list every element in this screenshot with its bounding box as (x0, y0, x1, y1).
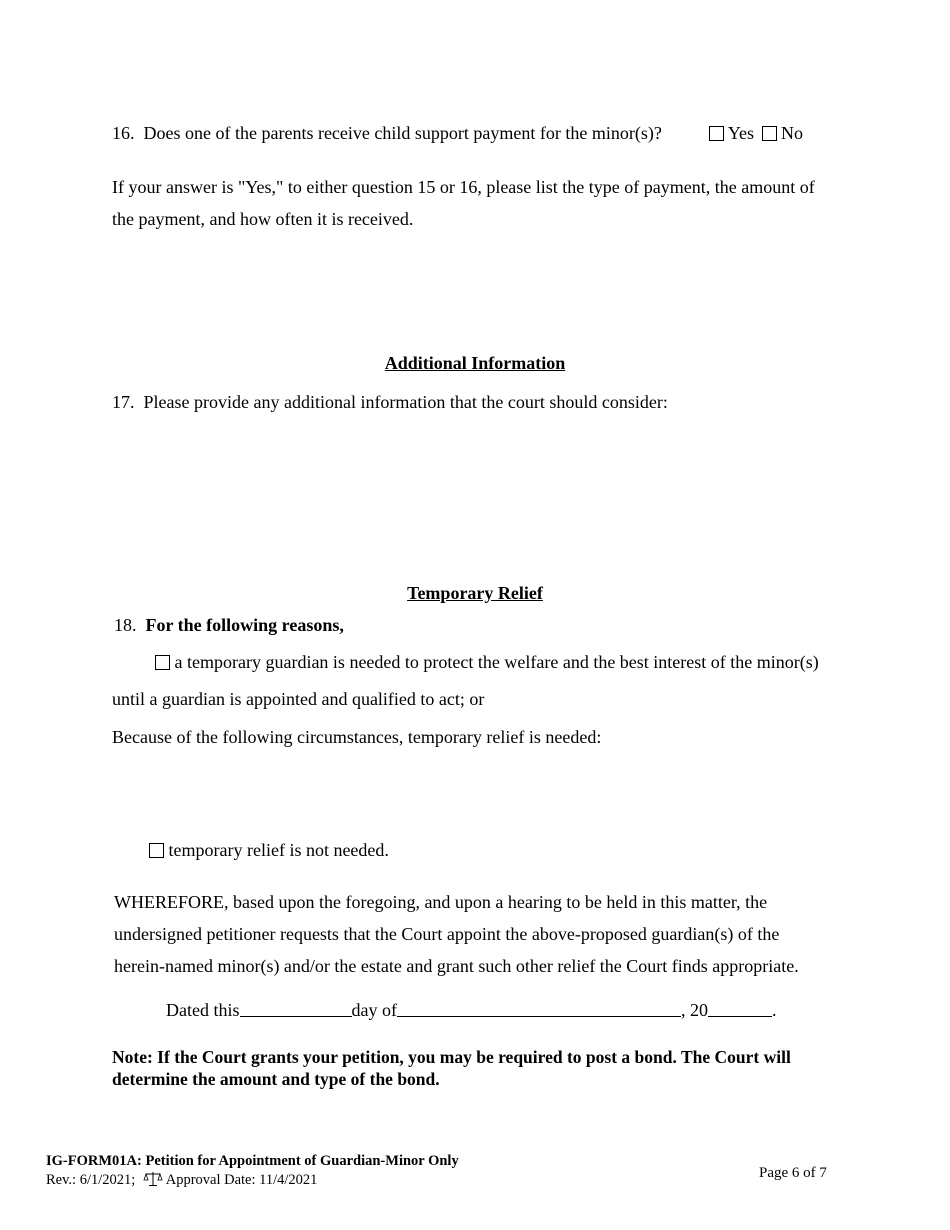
wherefore-line-1: WHEREFORE, based upon the foregoing, and upon a hearing to be held in this matter, the (114, 892, 768, 912)
revision-date: Rev.: 6/1/2021; (46, 1172, 136, 1188)
question-text: Does one of the parents receive child support payment for the minor(s)? (143, 123, 662, 143)
followup-line-1: If your answer is "Yes," to either question 15 or 16, please list the type of payment, the amount of (112, 177, 815, 197)
q16-answer-group (709, 123, 803, 144)
day-of-label: day of (351, 1000, 397, 1020)
no-relief-text: temporary relief is not needed. (168, 840, 389, 860)
dated-end: . (771, 1000, 777, 1020)
no-checkbox[interactable] (762, 126, 777, 141)
temporary-guardian-text-cont: until a guardian is appointed and qualified to act; or (112, 689, 485, 709)
approval-date: Approval Date: 11/4/2021 (165, 1172, 318, 1188)
footer-form-title: IG-FORM01A: Petition for Appointment of Guardian-Minor Only (46, 1153, 459, 1169)
scales-of-justice-icon (143, 1171, 163, 1187)
temporary-guardian-checkbox[interactable] (155, 655, 170, 670)
question-text: Please provide any additional information that the court should consider: (143, 392, 668, 412)
year-prefix: , 20 (680, 1000, 708, 1020)
month-field[interactable] (397, 1000, 681, 1017)
reasons-label: For the following reasons, (145, 615, 344, 635)
yes-checkbox[interactable] (709, 126, 724, 141)
yes-label: Yes (727, 123, 755, 143)
page-number: Page 6 of 7 (759, 1165, 827, 1181)
bond-note: Note: If the Court grants your petition, you may be required to post a bond. The Court will determine the amount and type of the bond. (112, 1047, 791, 1089)
followup-line-2: the payment, and how often it is received. (112, 209, 414, 229)
dated-line (166, 1000, 776, 1021)
wherefore-line-3: herein-named minor(s) and/or the estate and grant such other relief the Court finds appropriate. (114, 956, 799, 976)
dated-prefix: Dated this (166, 1000, 240, 1020)
temporary-relief-heading: Temporary Relief (407, 583, 543, 603)
question-number: 16. (112, 123, 135, 143)
footer-revision (46, 1171, 317, 1189)
question-17 (112, 392, 668, 413)
year-field[interactable] (708, 1000, 772, 1017)
temporary-guardian-option (155, 652, 819, 673)
circumstances-text: Because of the following circumstances, temporary relief is needed: (112, 727, 602, 747)
day-field[interactable] (240, 1000, 352, 1017)
question-number: 18. (114, 615, 137, 635)
no-relief-checkbox[interactable] (149, 843, 164, 858)
question-number: 17. (112, 392, 135, 412)
question-18 (114, 615, 344, 636)
no-label: No (781, 123, 804, 143)
additional-information-heading: Additional Information (384, 353, 566, 373)
wherefore-line-2: undersigned petitioner requests that the Court appoint the above-proposed guardian(s) of the (114, 924, 780, 944)
question-16 (112, 123, 662, 144)
no-relief-option (149, 840, 389, 861)
temporary-guardian-text: a temporary guardian is needed to protect the welfare and the best interest of the minor(s) (174, 652, 819, 672)
